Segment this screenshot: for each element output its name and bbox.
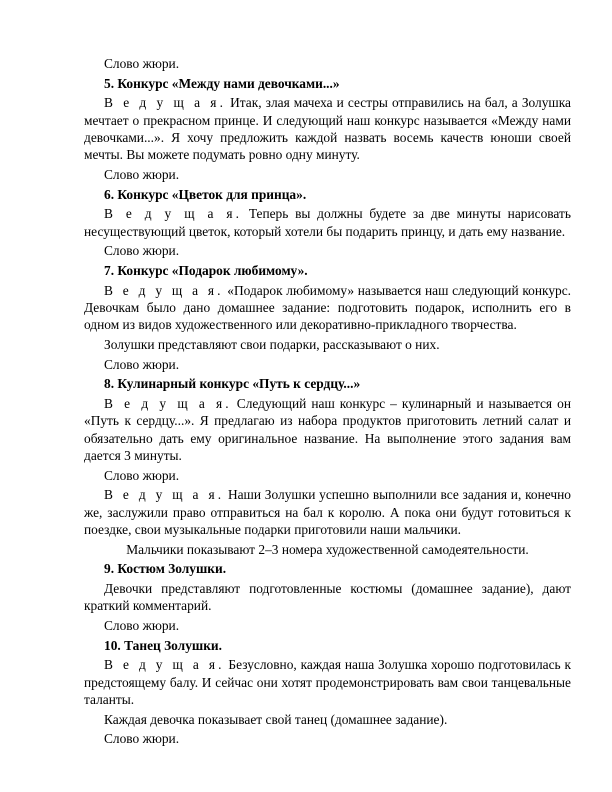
contest-8-heading: 8. Кулинарный конкурс «Путь к сердцу...» [104,376,361,392]
contest-6-heading: 6. Конкурс «Цветок для принца». [104,186,307,202]
host-speech-contest-7: В е д у щ а я. «Подарок любимому» называется наш следующий конкурс. Девочкам было дано домашнее задание: подготовить подарок, исполнить его в одном из видов художественного или декоративно-прикладного творчества. [84,282,571,333]
host-speech-transition: В е д у щ а я. Наши Золушки успешно выполнили все задания и, конечно же, заслужили право отправиться на бал к королю. А пока они будут готовиться к поездке, свои музыкальные подарки приготовили наши мальчики. [84,487,571,537]
stage-direction: Золушки представляют свои подарки, рассказывают о них. [104,336,440,352]
host-speech-contest-10: В е д у щ а я. Безусловно, каждая наша Золушка хорошо подготовилась к предстоящему балу. И сейчас они хотят продемонстрировать вам свои танцевальные таланты. [84,657,571,707]
host-speech-contest-8: В е д у щ а я. Следующий наш конкурс – кулинарный и называется он «Путь к сердцу...». Я предлагаю из набора продуктов приготовить летний салат и обязательно дать ему оригинальное название. На выполнение этого задания вам дается 3 минуты. [84,396,571,463]
jury-word-line: Слово жюри. [104,56,180,71]
host-speech-contest-6: В е д у щ а я. Теперь вы должны будете за две минуты нарисовать несуществующий цветок, который хотели бы подарить принцу, и дать ему название. [84,206,571,239]
speaker-label: В е д у щ а я. [104,282,224,298]
speaker-label: В е д у щ а я. [104,657,225,673]
host-speech-contest-5: В е д у щ а я. Итак, злая мачеха и сестры отправились на бал, а Золушка мечтает о прекрасном принце. И следующий наш конкурс называется «Между нами девочками...». Я хочу предложить каждой назвать восемь качеств юноши своей мечты. Вы можете подумать ровно одну минуту. [84,95,571,163]
speaker-label: В е д у щ а я. [104,95,227,111]
jury-word-line: Слово жюри. [104,467,180,483]
jury-word-line: Слово жюри. [104,731,180,747]
contest-5-heading: 5. Конкурс «Между нами девочками...» [104,75,340,91]
speaker-label: В е д у щ а я. [104,487,225,503]
document-page [84,55,571,750]
stage-direction: Девочки представляют подготовленные костюмы (домашнее задание), дают краткий комментарий. [84,580,571,614]
contest-10-heading: 10. Танец Золушки. [104,637,222,653]
stage-direction-boys: Мальчики показывают 2–3 номера художественной самодеятельности. [126,541,529,557]
contest-9-heading: 9. Костюм Золушки. [104,561,227,577]
stage-direction: Каждая девочка показывает свой танец (домашнее задание). [104,711,448,727]
contest-7-heading: 7. Конкурс «Подарок любимому». [104,263,308,278]
speaker-label: В е д у щ а я. [104,396,232,412]
speaker-label: В е д у щ а я. [104,206,243,222]
jury-word-line: Слово жюри. [104,356,180,372]
jury-word-line: Слово жюри. [104,166,180,182]
jury-word-line: Слово жюри. [104,243,180,259]
jury-word-line: Слово жюри. [104,617,180,633]
